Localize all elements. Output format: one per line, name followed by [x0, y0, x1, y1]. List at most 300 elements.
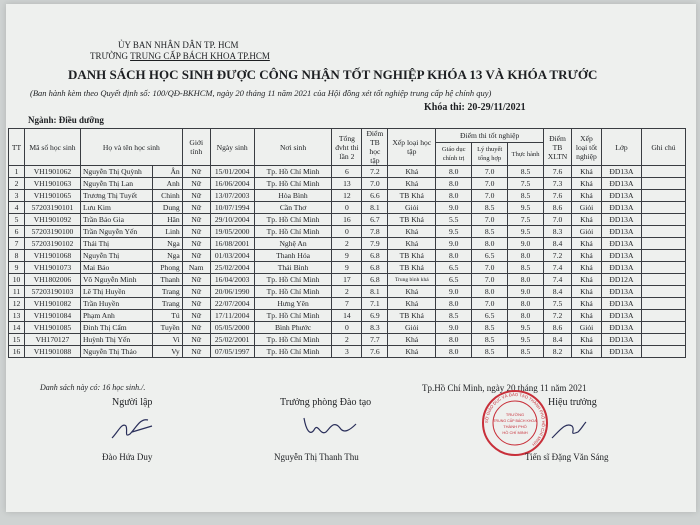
stamp-line-4: HỒ CHÍ MINH — [502, 430, 528, 435]
cell-avg: 7.2 — [544, 310, 572, 322]
cell-pol: 9.0 — [436, 238, 472, 250]
cell-retake: 0 — [332, 226, 362, 238]
cell-place: Tp. Hồ Chí Minh — [254, 274, 332, 286]
cell-grad: Khá — [572, 190, 602, 202]
cell-retake: 2 — [332, 334, 362, 346]
cell-place: Tp. Hồ Chí Minh — [254, 310, 332, 322]
cell-theory: 8.0 — [472, 238, 508, 250]
school-prefix: TRƯỜNG — [90, 51, 131, 61]
cell-gpa: 6.7 — [362, 214, 388, 226]
cell-place: Tp. Hồ Chí Minh — [254, 286, 332, 298]
cell-grad: Khá — [572, 166, 602, 178]
cell-first: Trang — [152, 298, 182, 310]
cell-avg: 7.6 — [544, 166, 572, 178]
cell-id: 57203190100 — [24, 226, 80, 238]
cell-place: Tp. Hồ Chí Minh — [254, 178, 332, 190]
cell-rank: Giỏi — [388, 202, 436, 214]
document-title: DANH SÁCH HỌC SINH ĐƯỢC CÔNG NHẬN TỐT NGHIỆP KHÓA 13 VÀ KHÓA TRƯỚC — [68, 67, 598, 82]
cell-avg: 8.4 — [544, 286, 572, 298]
cell-note — [641, 310, 685, 322]
cell-gender: Nữ — [182, 310, 210, 322]
table-row — [9, 274, 686, 286]
cell-avg: 8.4 — [544, 334, 572, 346]
cell-last: Trần Nguyễn Yến — [80, 226, 152, 238]
cell-grad: Khá — [572, 238, 602, 250]
cell-last: Võ Nguyễn Minh — [80, 274, 152, 286]
cell-pol: 6.5 — [436, 262, 472, 274]
cell-retake: 12 — [332, 190, 362, 202]
cell-gender: Nữ — [182, 274, 210, 286]
cell-theory: 8.5 — [472, 202, 508, 214]
cell-class: ĐD13A — [601, 310, 641, 322]
cell-class: ĐD13A — [601, 298, 641, 310]
cell-gender: Nữ — [182, 346, 210, 358]
cell-class: ĐD13A — [601, 178, 641, 190]
col-politics: Giáo dục chính trị — [436, 143, 472, 166]
cell-theory: 7.0 — [472, 166, 508, 178]
cell-rank: TB Khá — [388, 190, 436, 202]
col-rank-grad: Xếp loại tốt nghiệp — [572, 129, 602, 166]
cell-first: Anh — [152, 178, 182, 190]
training-head-title: Trưởng phòng Đào tạo — [280, 397, 372, 408]
cell-gender: Nữ — [182, 214, 210, 226]
cell-gpa: 7.2 — [362, 166, 388, 178]
cell-rank: Trung bình khá — [388, 274, 436, 286]
cell-pol: 6.5 — [436, 274, 472, 286]
cell-note — [641, 166, 685, 178]
cell-rank: Khá — [388, 226, 436, 238]
cell-id: VH1901092 — [24, 214, 80, 226]
cell-gpa: 8.3 — [362, 322, 388, 334]
cell-rank: Khá — [388, 178, 436, 190]
cell-dob: 15/01/2004 — [210, 166, 254, 178]
cell-avg: 7.6 — [544, 190, 572, 202]
cell-class: ĐD13A — [601, 166, 641, 178]
cell-gpa: 6.8 — [362, 262, 388, 274]
cell-retake: 0 — [332, 202, 362, 214]
cell-pol: 8.0 — [436, 346, 472, 358]
cell-tt: 8 — [9, 250, 25, 262]
cell-note — [641, 250, 685, 262]
cell-prac: 9.5 — [508, 334, 544, 346]
cell-class: ĐD13A — [601, 250, 641, 262]
cell-dob: 29/10/2004 — [210, 214, 254, 226]
cell-tt: 5 — [9, 214, 25, 226]
table-row — [9, 262, 686, 274]
table-row — [9, 178, 686, 190]
cell-prac: 9.5 — [508, 202, 544, 214]
cell-rank: Khá — [388, 298, 436, 310]
cell-note — [641, 214, 685, 226]
cell-last: Mai Bảo — [80, 262, 152, 274]
col-final-avg: Điểm TB XLTN — [544, 129, 572, 166]
cell-pol: 9.5 — [436, 226, 472, 238]
cell-tt: 11 — [9, 286, 25, 298]
cell-tt: 3 — [9, 190, 25, 202]
cell-place: Thái Bình — [254, 262, 332, 274]
document-subtitle: (Ban hành kèm theo Quyết định số: 100/QĐ-BKHCM, ngày 20 tháng 11 năm 2021 của Hội đồng xét tốt nghiệp trung cấp hệ chính quy) — [30, 88, 492, 98]
cell-rank: Khá — [388, 334, 436, 346]
cell-class: ĐD13A — [601, 286, 641, 298]
cell-retake: 16 — [332, 214, 362, 226]
cell-avg: 8.4 — [544, 238, 572, 250]
cell-place: Hòa Bình — [254, 190, 332, 202]
cell-place: Bình Phước — [254, 322, 332, 334]
ministry-name: ỦY BAN NHÂN DÂN TP. HCM — [118, 40, 239, 50]
cell-gpa: 7.1 — [362, 298, 388, 310]
stamp-line-2: TRUNG CẤP BÁCH KHOA — [493, 419, 537, 423]
cell-retake: 13 — [332, 178, 362, 190]
cell-note — [641, 262, 685, 274]
cell-last: Huỳnh Thị Yến — [80, 334, 152, 346]
table-row — [9, 214, 686, 226]
col-theory: Lý thuyết tổng hợp — [472, 143, 508, 166]
cell-tt: 4 — [9, 202, 25, 214]
cell-class: ĐD13A — [601, 334, 641, 346]
cell-place: Tp. Hồ Chí Minh — [254, 166, 332, 178]
cell-note — [641, 190, 685, 202]
cell-rank: Giỏi — [388, 322, 436, 334]
cell-last: Trương Thị Tuyết — [80, 190, 152, 202]
cell-gpa: 6.8 — [362, 274, 388, 286]
cell-avg: 8.2 — [544, 346, 572, 358]
cell-pol: 8.0 — [436, 250, 472, 262]
cell-prac: 9.0 — [508, 286, 544, 298]
col-birthplace: Nơi sinh — [254, 129, 332, 166]
cell-first: Ân — [152, 166, 182, 178]
cell-last: Trần Huyền — [80, 298, 152, 310]
cell-first: Thanh — [152, 274, 182, 286]
cell-dob: 10/07/1994 — [210, 202, 254, 214]
cell-gender: Nam — [182, 262, 210, 274]
cell-id: VH1901068 — [24, 250, 80, 262]
cell-class: ĐD13A — [601, 238, 641, 250]
cell-gender: Nữ — [182, 226, 210, 238]
cell-pol: 8.5 — [436, 310, 472, 322]
stamp-line-1: TRƯỜNG — [505, 412, 525, 417]
cell-note — [641, 238, 685, 250]
cell-retake: 14 — [332, 310, 362, 322]
cell-gpa: 6.9 — [362, 310, 388, 322]
cell-class: ĐD13A — [601, 202, 641, 214]
cell-grad: Giỏi — [572, 202, 602, 214]
cell-avg: 7.4 — [544, 262, 572, 274]
cell-gender: Nữ — [182, 178, 210, 190]
cell-retake: 9 — [332, 250, 362, 262]
col-gender: Giới tính — [182, 129, 210, 166]
cell-last: Nguyễn Thị — [80, 250, 152, 262]
cell-pol: 8.0 — [436, 334, 472, 346]
cell-place: Thanh Hóa — [254, 250, 332, 262]
table-row — [9, 322, 686, 334]
cell-first: Chinh — [152, 190, 182, 202]
cell-theory: 7.0 — [472, 178, 508, 190]
cell-gender: Nữ — [182, 166, 210, 178]
cell-gpa: 7.6 — [362, 346, 388, 358]
cell-id: VH1901073 — [24, 262, 80, 274]
cell-last: Đinh Thị Cẩm — [80, 322, 152, 334]
cell-avg: 7.5 — [544, 298, 572, 310]
cell-note — [641, 226, 685, 238]
cell-theory: 8.5 — [472, 226, 508, 238]
cell-first: Trang — [152, 286, 182, 298]
cell-note — [641, 274, 685, 286]
cell-rank: Khá — [388, 166, 436, 178]
cell-gender: Nữ — [182, 298, 210, 310]
cell-retake: 7 — [332, 298, 362, 310]
cell-dob: 22/07/2004 — [210, 298, 254, 310]
cell-prac: 8.0 — [508, 274, 544, 286]
cell-rank: Khá — [388, 346, 436, 358]
cell-first: Hân — [152, 214, 182, 226]
cell-rank: TB Khá — [388, 214, 436, 226]
cell-pol: 8.0 — [436, 166, 472, 178]
cell-grad: Giỏi — [572, 226, 602, 238]
cell-avg: 7.0 — [544, 214, 572, 226]
cell-retake: 0 — [332, 322, 362, 334]
cell-first: Phong — [152, 262, 182, 274]
cell-class: ĐD12A — [601, 274, 641, 286]
table-row — [9, 334, 686, 346]
cell-tt: 2 — [9, 178, 25, 190]
cell-last: Phạm Anh — [80, 310, 152, 322]
cell-class: ĐD13A — [601, 226, 641, 238]
cell-place: Tp. Hồ Chí Minh — [254, 226, 332, 238]
cell-theory: 8.5 — [472, 322, 508, 334]
cell-first: Nga — [152, 238, 182, 250]
cell-note — [641, 202, 685, 214]
cell-note — [641, 178, 685, 190]
cell-dob: 13/07/2003 — [210, 190, 254, 202]
cell-prac: 8.5 — [508, 346, 544, 358]
summary-note: Danh sách này có: 16 học sinh./. — [40, 383, 146, 392]
cell-id: VH1901065 — [24, 190, 80, 202]
cell-grad: Khá — [572, 274, 602, 286]
cell-avg: 8.3 — [544, 226, 572, 238]
cell-first: Tú — [152, 310, 182, 322]
cell-retake: 2 — [332, 286, 362, 298]
cell-dob: 25/02/2004 — [210, 262, 254, 274]
cell-prac: 7.5 — [508, 214, 544, 226]
cell-tt: 16 — [9, 346, 25, 358]
cell-gender: Nữ — [182, 322, 210, 334]
cell-grad: Khá — [572, 286, 602, 298]
cell-first: Dung — [152, 202, 182, 214]
cell-rank: Khá — [388, 286, 436, 298]
cell-note — [641, 346, 685, 358]
major-label: Ngành: Điều dưỡng — [28, 115, 104, 125]
cell-prac: 9.0 — [508, 238, 544, 250]
cell-last: Lê Thị Huyền — [80, 286, 152, 298]
cell-pol: 5.5 — [436, 214, 472, 226]
cell-gpa: 7.0 — [362, 178, 388, 190]
cell-dob: 19/05/2000 — [210, 226, 254, 238]
cell-grad: Khá — [572, 298, 602, 310]
cell-theory: 6.5 — [472, 310, 508, 322]
cell-retake: 6 — [332, 166, 362, 178]
cell-id: VH1901088 — [24, 346, 80, 358]
cell-pol: 9.0 — [436, 322, 472, 334]
cell-gpa: 6.8 — [362, 250, 388, 262]
cell-last: Nguyễn Thị Quỳnh — [80, 166, 152, 178]
col-dob: Ngày sinh — [210, 129, 254, 166]
cell-place: Tp. Hồ Chí Minh — [254, 334, 332, 346]
cell-prac: 8.5 — [508, 262, 544, 274]
cell-note — [641, 334, 685, 346]
cell-pol: 9.0 — [436, 286, 472, 298]
cell-gender: Nữ — [182, 334, 210, 346]
cell-theory: 7.0 — [472, 262, 508, 274]
cell-avg: 7.2 — [544, 250, 572, 262]
cell-first: Tuyền — [152, 322, 182, 334]
cell-class: ĐD13A — [601, 262, 641, 274]
cell-grad: Khá — [572, 310, 602, 322]
cell-last: Trần Bảo Gia — [80, 214, 152, 226]
cell-retake: 2 — [332, 238, 362, 250]
cell-id: 57203190102 — [24, 238, 80, 250]
cell-id: 57203190101 — [24, 202, 80, 214]
col-rank-study: Xếp loại học tập — [388, 129, 436, 166]
cell-pol: 8.0 — [436, 178, 472, 190]
cell-tt: 7 — [9, 238, 25, 250]
cell-prac: 9.5 — [508, 322, 544, 334]
cell-prac: 9.5 — [508, 226, 544, 238]
maker-name: Đào Hứa Duy — [102, 452, 153, 462]
cell-id: VH1901082 — [24, 298, 80, 310]
cell-theory: 6.5 — [472, 250, 508, 262]
table-row — [9, 190, 686, 202]
cell-prac: 8.0 — [508, 250, 544, 262]
cell-pol: 9.0 — [436, 202, 472, 214]
cell-dob: 16/08/2001 — [210, 238, 254, 250]
cell-retake: 17 — [332, 274, 362, 286]
cell-id: 57203190103 — [24, 286, 80, 298]
cell-tt: 1 — [9, 166, 25, 178]
cell-gpa: 7.9 — [362, 238, 388, 250]
principal-signature — [548, 414, 588, 444]
cell-tt: 9 — [9, 262, 25, 274]
cell-theory: 7.0 — [472, 190, 508, 202]
cell-theory: 8.0 — [472, 286, 508, 298]
stamp-ring-text: SỞ GIÁO DỤC VÀ ĐÀO TẠO THÀNH PHỐ HỒ CHÍ MINH — [483, 391, 547, 448]
cell-place: Nghệ An — [254, 238, 332, 250]
cell-retake: 9 — [332, 262, 362, 274]
cell-prac: 8.5 — [508, 166, 544, 178]
table-row — [9, 166, 686, 178]
school-stamp — [480, 388, 550, 458]
table-row — [9, 346, 686, 358]
principal-title: Hiệu trưởng — [548, 397, 597, 408]
cell-dob: 16/06/2004 — [210, 178, 254, 190]
cell-id: VH1901062 — [24, 166, 80, 178]
cell-tt: 6 — [9, 226, 25, 238]
cell-tt: 14 — [9, 322, 25, 334]
cell-first: Vi — [152, 334, 182, 346]
cell-pol: 8.0 — [436, 190, 472, 202]
col-student-id: Mã số học sinh — [24, 129, 80, 166]
training-head-name: Nguyễn Thị Thanh Thu — [274, 452, 359, 462]
col-practice: Thực hành — [508, 143, 544, 166]
cell-class: ĐD13A — [601, 214, 641, 226]
cell-place: Cần Thơ — [254, 202, 332, 214]
cell-last: Lưu Kim — [80, 202, 152, 214]
cell-tt: 12 — [9, 298, 25, 310]
table-row — [9, 238, 686, 250]
cell-gpa: 8.1 — [362, 202, 388, 214]
maker-title: Người lập — [112, 397, 153, 408]
cell-dob: 25/02/2001 — [210, 334, 254, 346]
col-exam-group: Điểm thi tốt nghiệp — [436, 129, 544, 143]
cell-note — [641, 286, 685, 298]
cell-retake: 3 — [332, 346, 362, 358]
cell-place: Tp. Hồ Chí Minh — [254, 346, 332, 358]
col-note: Ghi chú — [641, 129, 685, 166]
cell-grad: Khá — [572, 262, 602, 274]
cell-id: VH1901063 — [24, 178, 80, 190]
cell-dob: 16/04/2003 — [210, 274, 254, 286]
cell-avg: 7.3 — [544, 178, 572, 190]
exam-period: Khóa thi: 20-29/11/2021 — [424, 102, 526, 113]
cell-dob: 17/11/2004 — [210, 310, 254, 322]
cell-id: VH1901084 — [24, 310, 80, 322]
cell-place: Hưng Yên — [254, 298, 332, 310]
cell-gpa: 7.8 — [362, 226, 388, 238]
cell-dob: 01/03/2004 — [210, 250, 254, 262]
maker-signature — [108, 412, 158, 444]
table-row — [9, 202, 686, 214]
table-row — [9, 298, 686, 310]
cell-avg: 8.6 — [544, 322, 572, 334]
cell-grad: Khá — [572, 334, 602, 346]
cell-grad: Khá — [572, 346, 602, 358]
cell-note — [641, 298, 685, 310]
cell-prac: 7.5 — [508, 178, 544, 190]
cell-class: ĐD13A — [601, 322, 641, 334]
school-name — [90, 51, 270, 61]
stamp-line-3: THÀNH PHỐ — [503, 424, 527, 429]
col-gpa: Điểm TB học tập — [362, 129, 388, 166]
cell-tt: 10 — [9, 274, 25, 286]
cell-id: VH170127 — [24, 334, 80, 346]
cell-theory: 8.5 — [472, 334, 508, 346]
cell-theory: 7.0 — [472, 298, 508, 310]
cell-dob: 05/05/2000 — [210, 322, 254, 334]
cell-grad: Khá — [572, 214, 602, 226]
cell-note — [641, 322, 685, 334]
cell-class: ĐD13A — [601, 346, 641, 358]
cell-grad: Khá — [572, 178, 602, 190]
cell-avg: 8.6 — [544, 202, 572, 214]
table-row — [9, 310, 686, 322]
col-total-retake: Tổng đvht thi lần 2 — [332, 129, 362, 166]
cell-gender: Nữ — [182, 286, 210, 298]
cell-avg: 7.4 — [544, 274, 572, 286]
table-row — [9, 286, 686, 298]
cell-gpa: 7.7 — [362, 334, 388, 346]
cell-last: Nguyễn Thị Lan — [80, 178, 152, 190]
table-row — [9, 226, 686, 238]
cell-rank: TB Khá — [388, 262, 436, 274]
col-tt: TT — [9, 129, 25, 166]
cell-prac: 8.5 — [508, 190, 544, 202]
cell-first: Vy — [152, 346, 182, 358]
cell-first: Linh — [152, 226, 182, 238]
cell-theory: 7.0 — [472, 274, 508, 286]
cell-gpa: 6.6 — [362, 190, 388, 202]
graduates-table — [8, 128, 686, 358]
cell-rank: TB Khá — [388, 250, 436, 262]
col-class: Lớp — [601, 129, 641, 166]
